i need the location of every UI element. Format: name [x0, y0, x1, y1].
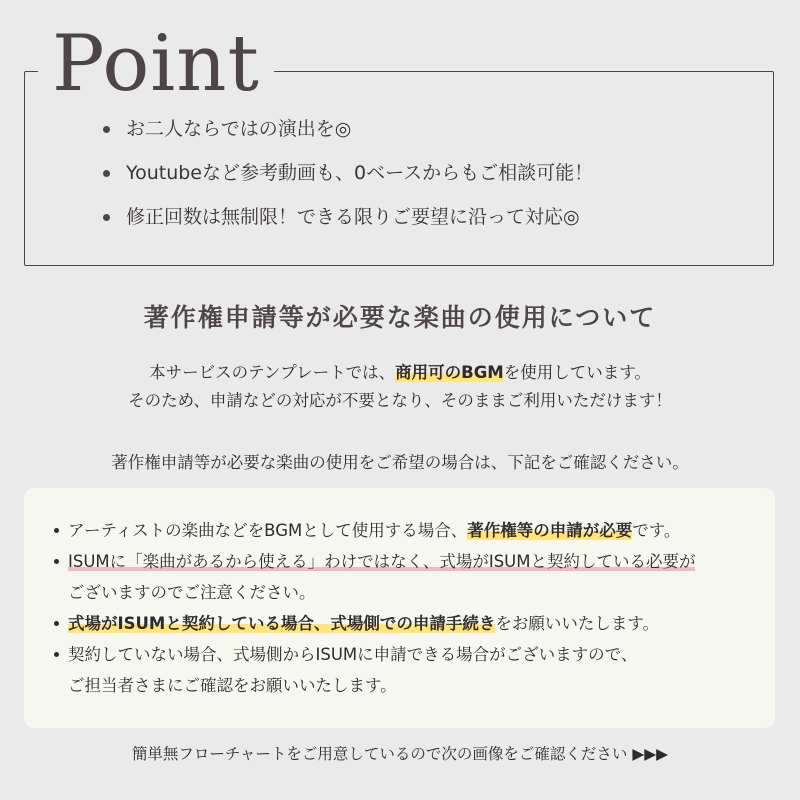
- info-highlight: 著作権等の申請が必要: [467, 521, 633, 540]
- info-item: [48, 639, 695, 670]
- intro-text: を使用しています。: [503, 363, 651, 382]
- info-item-continuation: [48, 577, 695, 608]
- section-heading: 著作権申請等が必要な楽曲の使用について: [143, 303, 657, 332]
- intro-text: 本サービスのテンプレートでは、: [149, 363, 396, 382]
- info-text: ございますのでご注意ください。: [68, 583, 316, 602]
- footer-note: 簡単無フローチャートをご用意しているので次の画像をご確認ください ▶▶▶: [131, 745, 669, 763]
- point-item: お二人ならではの演出を◎: [100, 118, 593, 140]
- info-text: をお願いいたします。: [495, 614, 660, 633]
- intro-highlight: 商用可のBGM: [395, 363, 504, 382]
- info-text: 契約していない場合、式場側からISUMに申請できる場合がございますので、: [68, 645, 638, 664]
- intro-line-1: [0, 359, 800, 383]
- info-text: です。: [632, 521, 681, 540]
- info-text: ご担当者さまにご確認をお願いいたします。: [68, 676, 397, 695]
- info-text: アーティストの楽曲などをBGMとして使用する場合、: [68, 521, 468, 540]
- info-list: [48, 515, 695, 701]
- point-item: 修正回数は無制限！できる限りご要望に沿って対応◎: [100, 206, 593, 228]
- point-item: Youtubeなど参考動画も、0ベースからもご相談可能！: [100, 162, 593, 184]
- intro-line-3: 著作権申請等が必要な楽曲の使用をご希望の場合は、下記をご確認ください。: [111, 453, 689, 472]
- info-item: [48, 515, 695, 546]
- info-highlight: 式場がISUMと契約している場合、式場側での申請手続き: [68, 614, 496, 633]
- info-item-continuation: [48, 670, 695, 701]
- info-item: [48, 608, 695, 639]
- info-item: [48, 546, 695, 577]
- point-list: [100, 118, 593, 250]
- info-text: ISUMに「楽曲があるから使える」わけではなく、式場がISUMと契約している必要が: [68, 552, 696, 571]
- point-title: Point: [38, 18, 274, 110]
- intro-line-2: そのため、申請などの対応が不要となり、そのままご利用いただけます！: [128, 391, 672, 410]
